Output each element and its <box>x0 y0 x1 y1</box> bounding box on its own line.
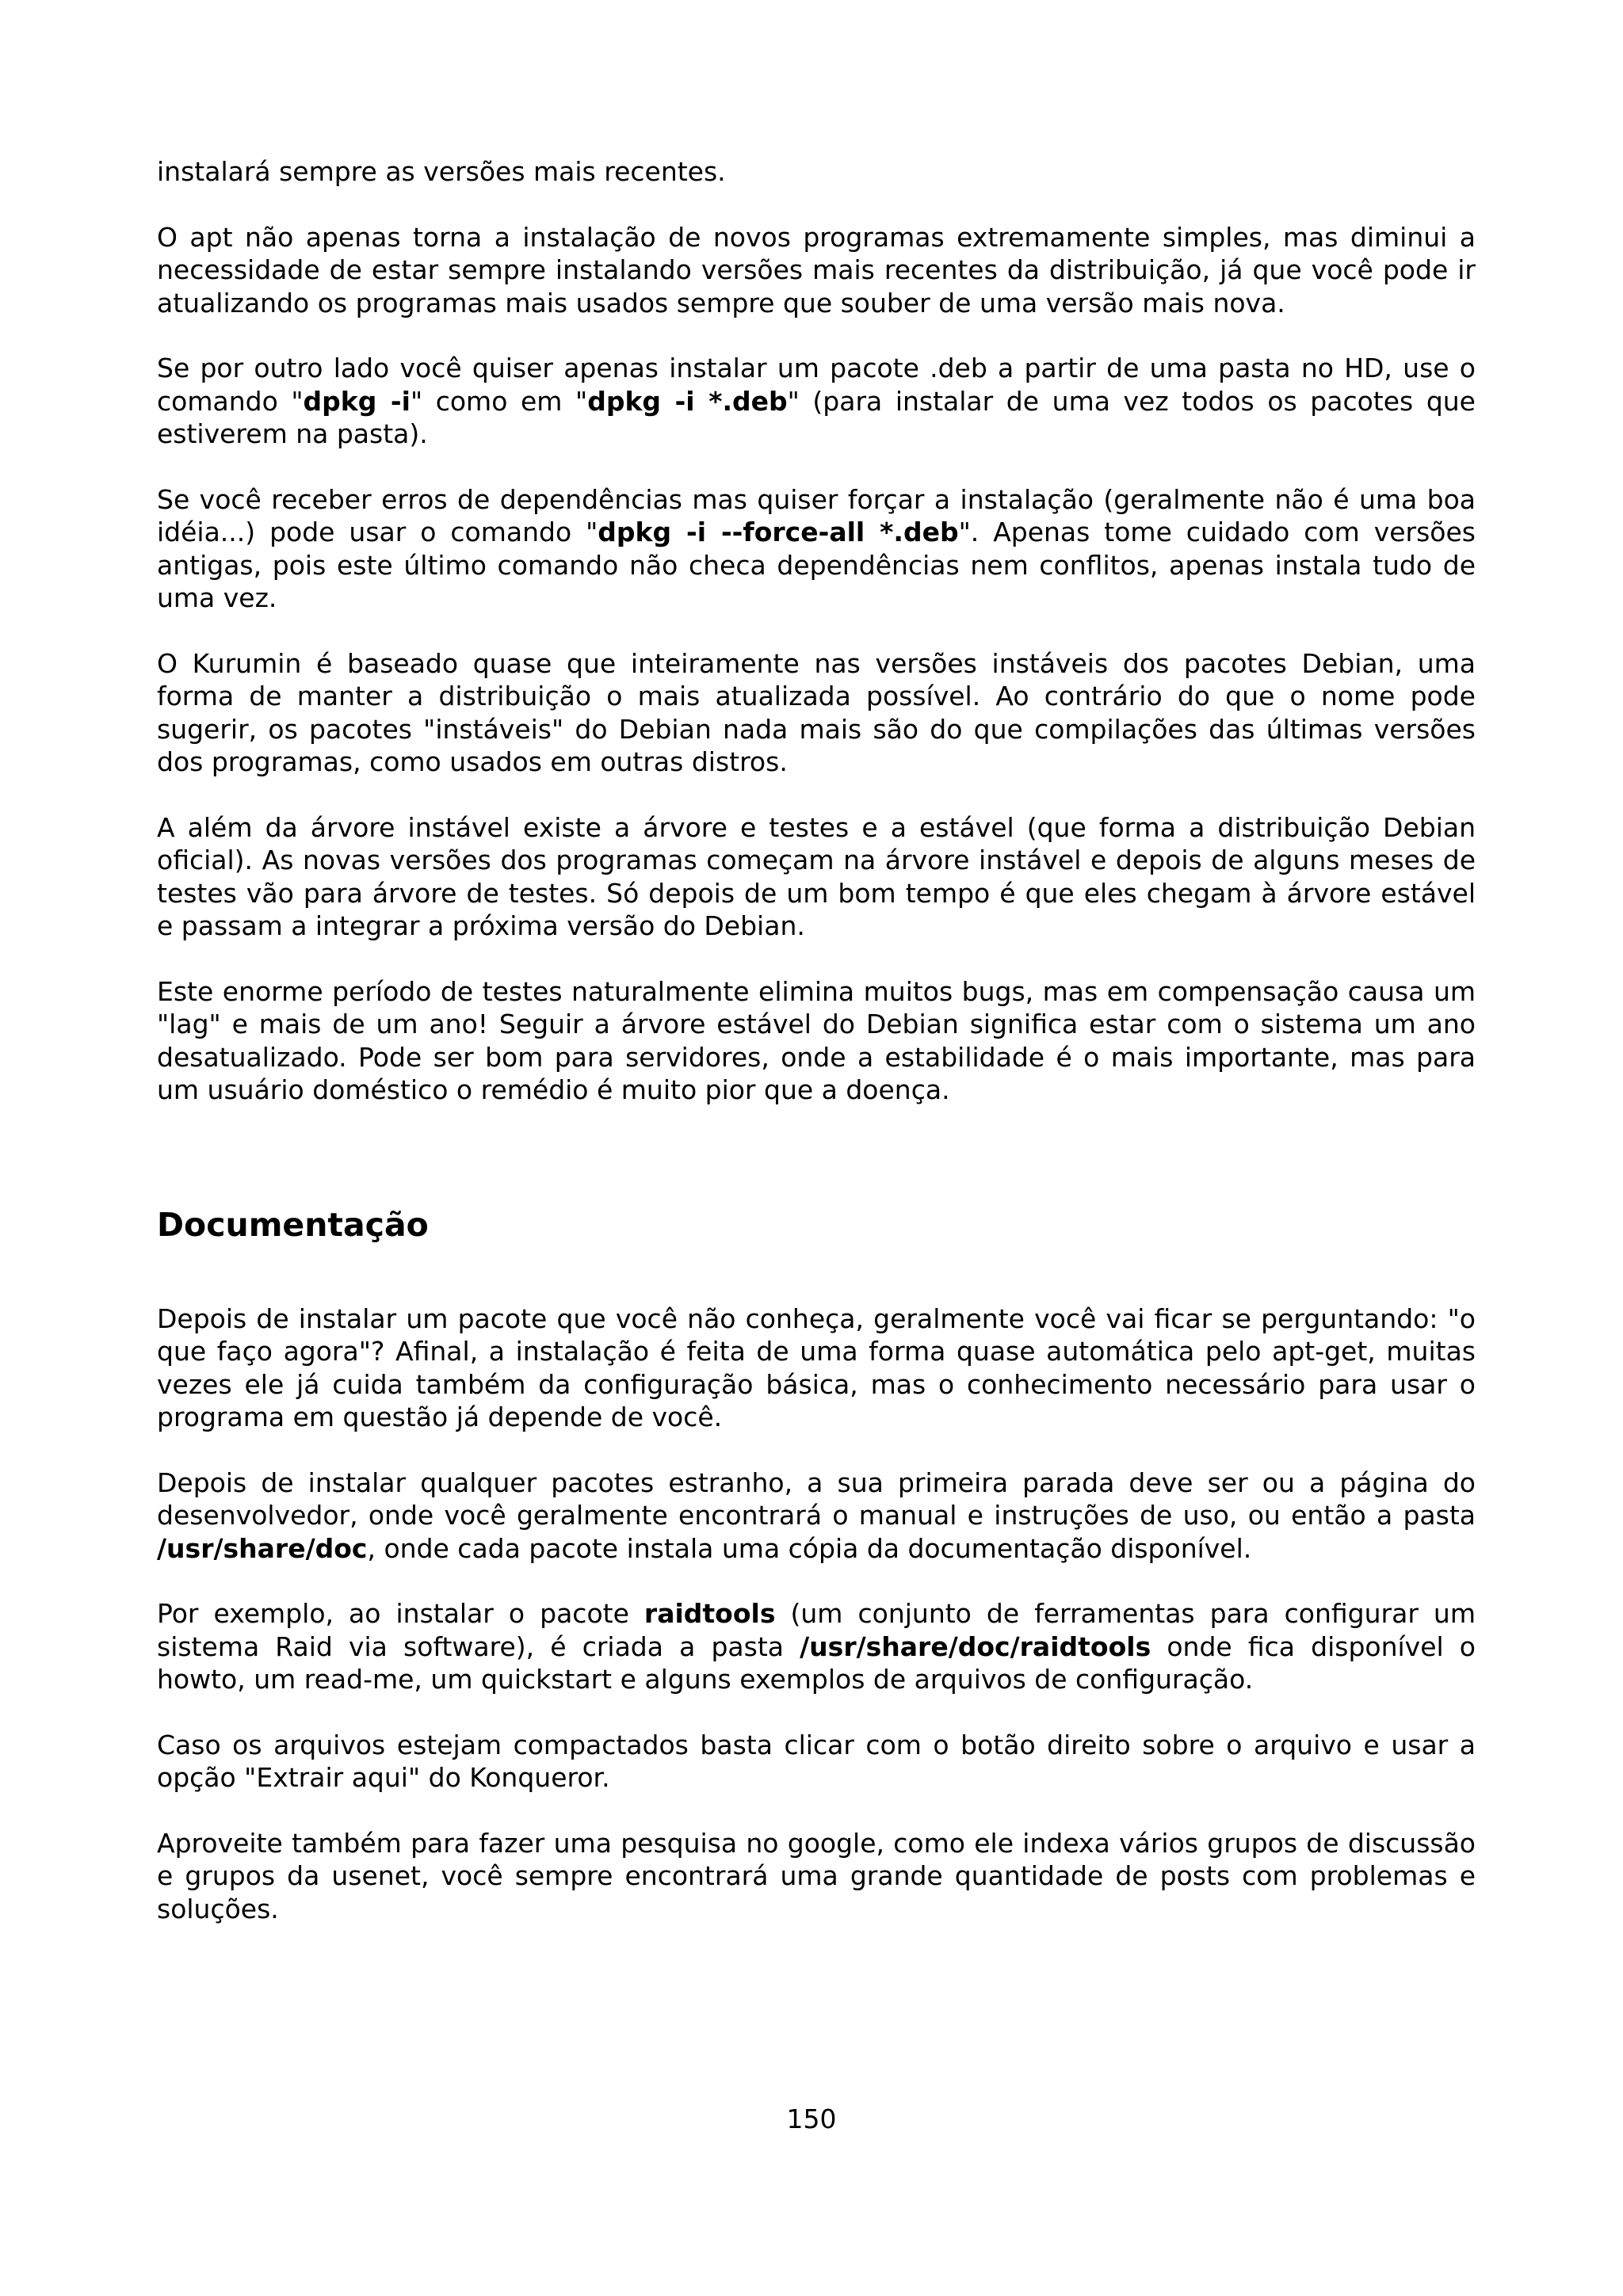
paragraph <box>157 1729 1476 1794</box>
paragraph <box>157 1827 1476 1926</box>
paragraph <box>157 352 1476 451</box>
paragraph <box>157 647 1476 779</box>
paragraph <box>157 1597 1476 1696</box>
bold-text: /usr/share/doc/raidtools <box>800 1630 1151 1662</box>
text-span: Aproveite também para fazer uma pesquisa no google, como ele indexa vários grupos de discussão e grupos da usenet, você sempre encontrará uma grande quantidade de posts com problemas e soluções. <box>157 1827 1476 1924</box>
text-span: Este enorme período de testes naturalmente elimina muitos bugs, mas em compensação causa um "lag" e mais de um ano! Seguir a árvore estável do Debian significa estar com o sistema um ano desatualizado. Pode ser bom para servidores, onde a estabilidade é o mais importante, mas para um usuário doméstico o remédio é muito pior que a doença. <box>157 975 1476 1105</box>
text-span: , onde cada pacote instala uma cópia da documentação disponível. <box>367 1532 1252 1564</box>
text-span: O apt não apenas torna a instalação de novos programas extremamente simples, mas diminui a necessidade de estar sempre instalando versões mais recentes da distribuição, já que você pode ir atualizando os programas mais usados sempre que souber de uma versão mais nova. <box>157 221 1476 318</box>
paragraph <box>157 1302 1476 1434</box>
text-span: Se por outro lado você quiser apenas instalar um pacote .deb a partir de uma pasta no HD, use o comando " <box>157 353 1476 417</box>
paragraph <box>157 975 1476 1107</box>
paragraphs-before <box>157 155 1476 1107</box>
text-span: Depois de instalar um pacote que você não conheça, geralmente você vai ficar se perguntando: "o que faço agora"? Afinal, a instalação é feita de uma forma quase automática pelo apt-get, muitas vezes ele já cuida também da configuração básica, mas o conhecimento necessário para usar o programa em questão já depende de você. <box>157 1302 1476 1432</box>
text-span: (um conjunto de ferramentas para configurar um sistema Raid via software), é criada a pasta <box>157 1598 1476 1662</box>
bold-text: /usr/share/doc <box>157 1532 368 1564</box>
paragraph <box>157 483 1476 615</box>
text-span: A além da árvore instável existe a árvore e testes e a estável (que forma a distribuição Debian oficial). As novas versões dos programas começam na árvore instável e depois de alguns meses de testes vão para árvore de testes. Só depois de um bom tempo é que eles chegam à árvore estável e passam a integrar a próxima versão do Debian. <box>157 811 1476 941</box>
bold-text: dpkg -i <box>303 385 411 417</box>
text-span: onde fica disponível o howto, um read-me, um quickstart e alguns exemplos de arquivos de configuração. <box>157 1630 1476 1695</box>
text-span: " (para instalar de uma vez todos os pacotes que estiverem na pasta). <box>157 385 1476 449</box>
text-span: Caso os arquivos estejam compactados basta clicar com o botão direito sobre o arquivo e usar a opção "Extrair aqui" do Konqueror. <box>157 1729 1476 1793</box>
paragraph <box>157 811 1476 943</box>
paragraph <box>157 155 1476 189</box>
text-span: instalará sempre as versões mais recentes. <box>157 156 726 187</box>
paragraph <box>157 1466 1476 1566</box>
paragraph <box>157 221 1476 320</box>
text-span: Se você receber erros de dependências mas quiser forçar a instalação (geralmente não é uma boa idéia...) pode usar o comando " <box>157 483 1476 547</box>
text-span: Por exemplo, ao instalar o pacote <box>157 1598 644 1629</box>
text-span: " como em " <box>410 385 588 417</box>
text-span: Depois de instalar qualquer pacotes estranho, a sua primeira parada deve ser ou a página do desenvolvedor, onde você geralmente encontrará o manual e instruções de uso, ou então a pasta <box>157 1466 1476 1531</box>
text-span: O Kurumin é baseado quase que inteiramente nas versões instáveis dos pacotes Debian, uma forma de manter a distribuição o mais atualizada possível. Ao contrário do que o nome pode sugerir, os pacotes "instáveis" do Debian nada mais são do que compilações das últimas versões dos programas, como usados em outras distros. <box>157 647 1476 777</box>
bold-text: raidtools <box>643 1598 776 1629</box>
page-body <box>157 155 1476 1958</box>
text-span: ". Apenas tome cuidado com versões antigas, pois este último comando não checa dependências nem conflitos, apenas instala tudo de uma vez. <box>157 517 1476 613</box>
page-number: 150 <box>786 2103 837 2134</box>
bold-text: dpkg -i --force-all *.deb <box>598 517 959 547</box>
paragraphs-after <box>157 1302 1476 1926</box>
bold-text: dpkg -i *.deb <box>587 385 788 417</box>
section-title: Documentação <box>157 1205 429 1244</box>
